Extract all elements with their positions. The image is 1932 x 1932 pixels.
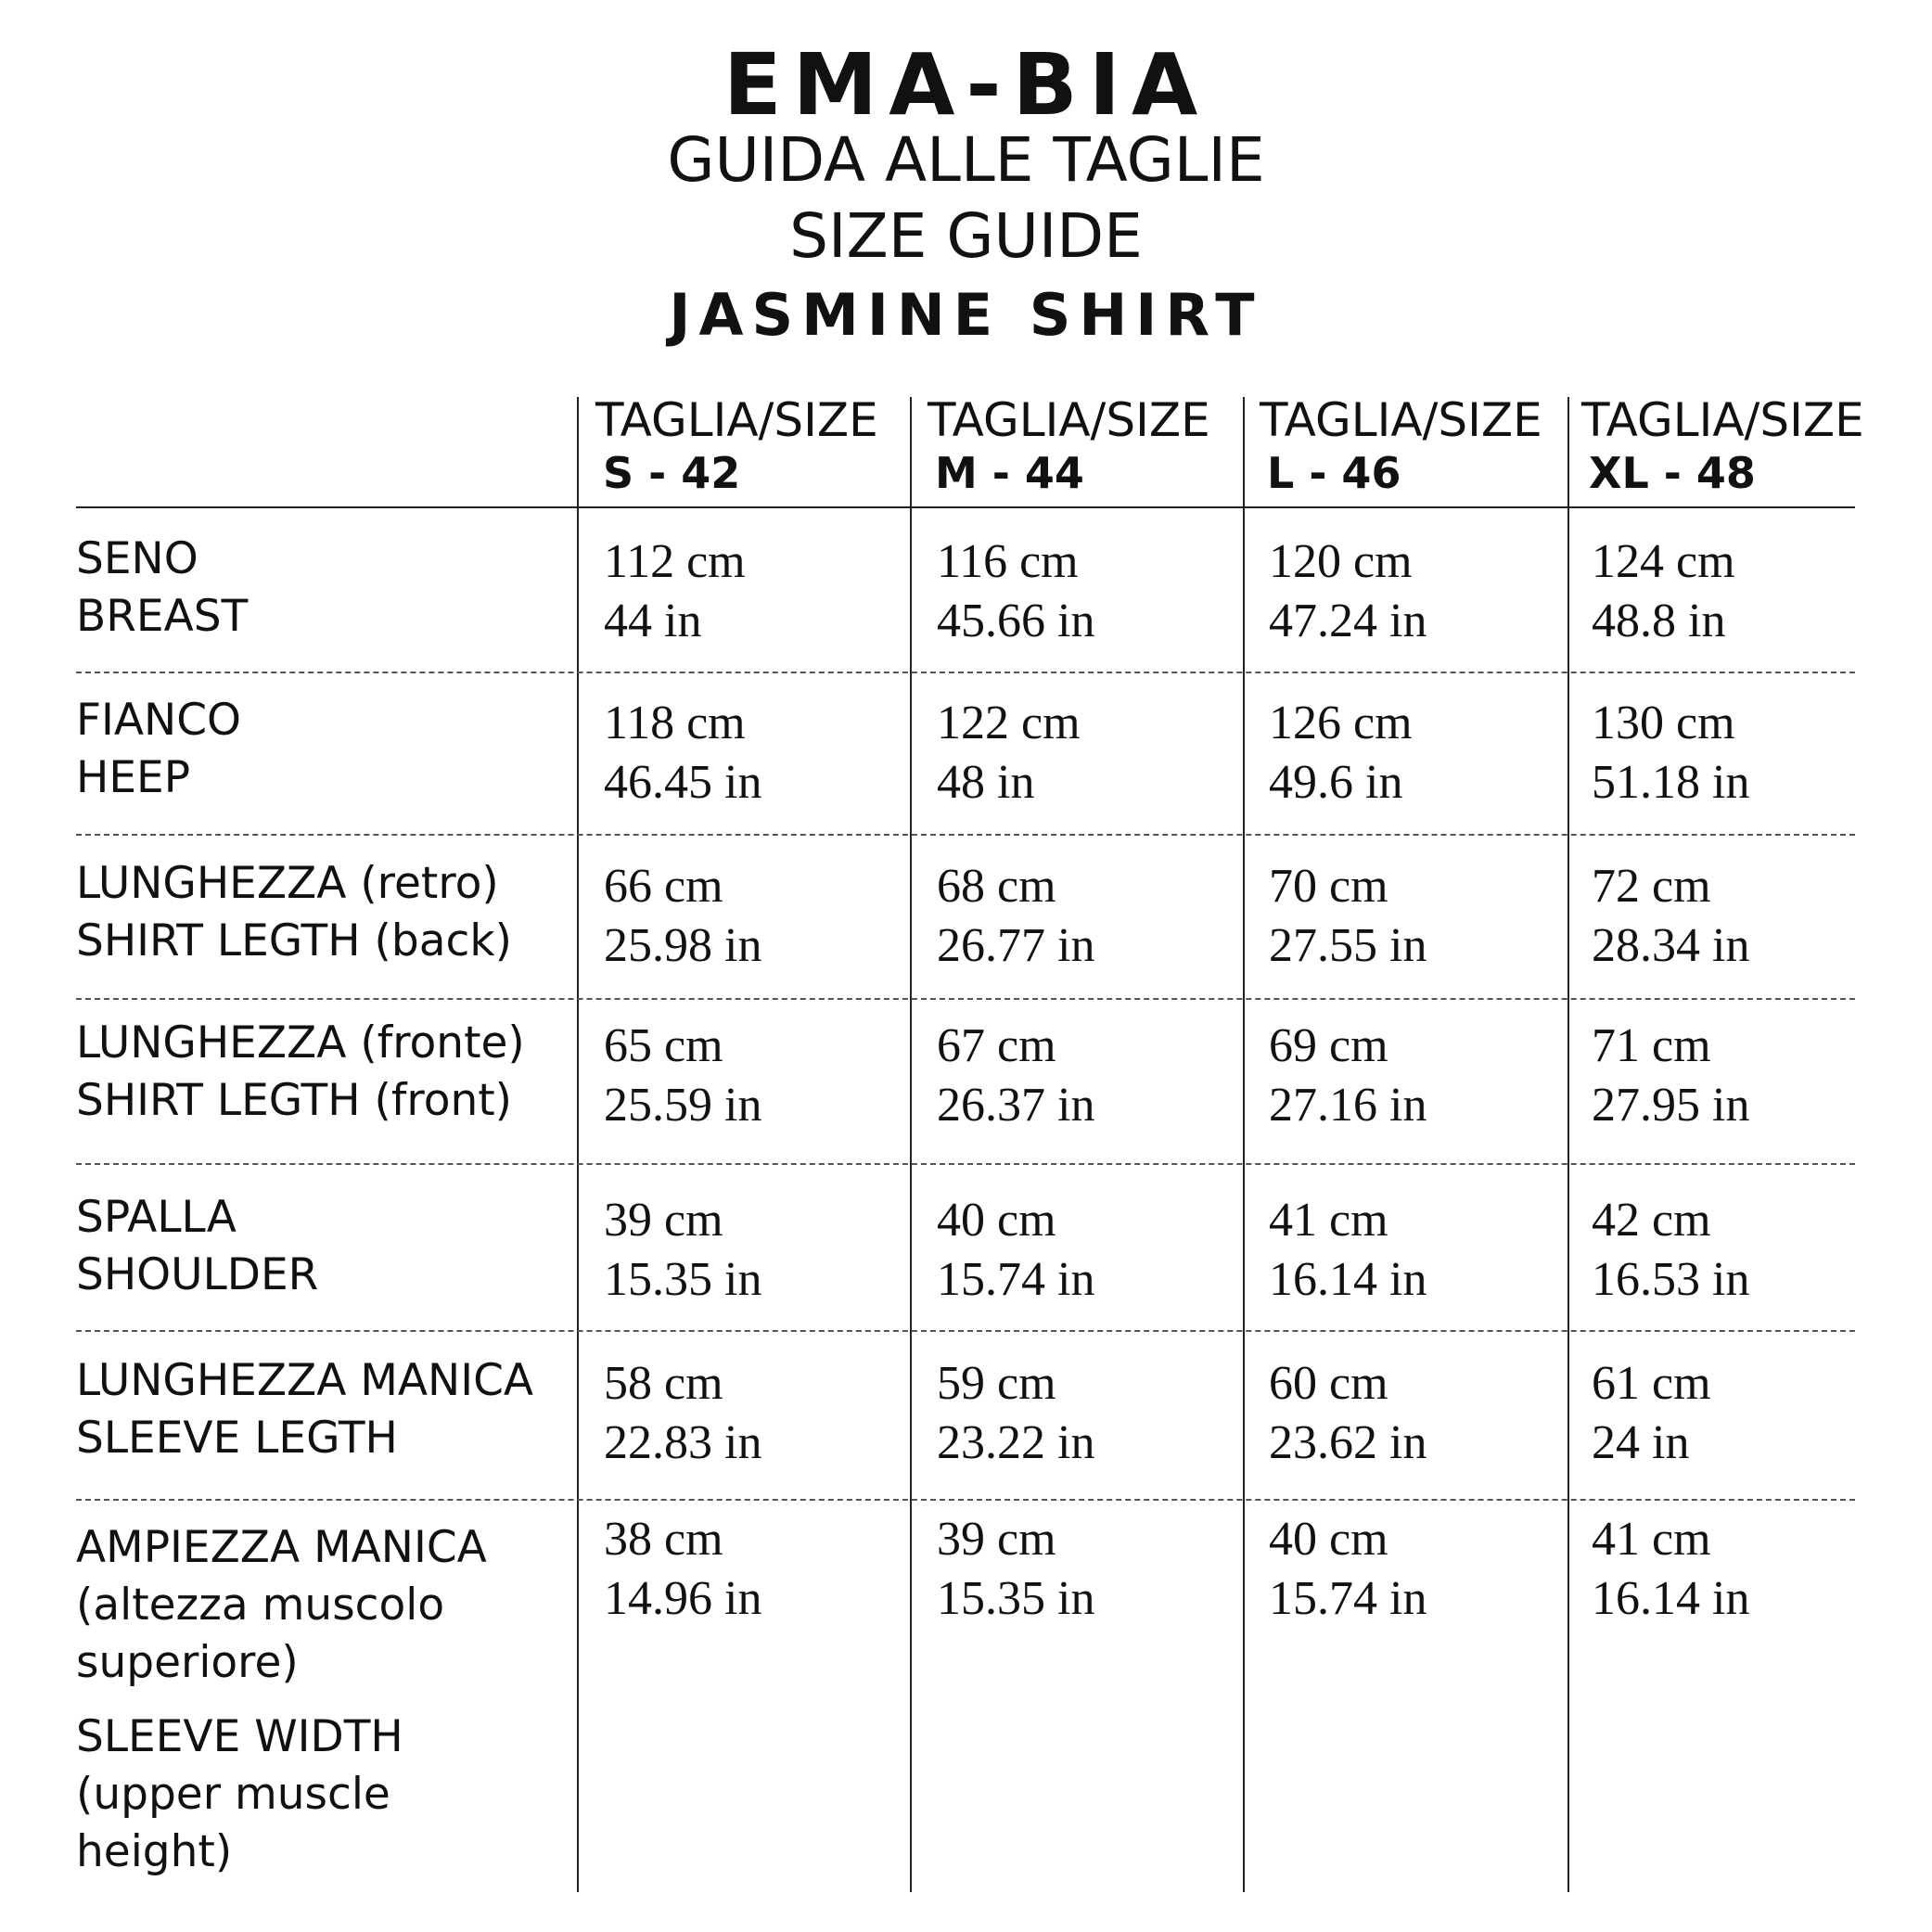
label-line: height) <box>76 1826 233 1877</box>
row-label-shoulder <box>76 1189 577 1304</box>
measure-cell <box>1269 532 1427 651</box>
size-header-m <box>928 393 1210 499</box>
value-cm: 40 cm <box>1269 1513 1388 1566</box>
value-in: 48 in <box>937 756 1035 809</box>
measure-cell <box>604 1354 761 1473</box>
value-in: 27.55 in <box>1269 919 1427 972</box>
value-in: 49.6 in <box>1269 756 1403 809</box>
value-in: 28.34 in <box>1592 919 1750 972</box>
value-cm: 59 cm <box>937 1357 1056 1410</box>
row-divider <box>76 1163 1855 1165</box>
value-in: 26.37 in <box>937 1079 1095 1132</box>
value-in: 14.96 in <box>604 1572 762 1625</box>
measure-cell <box>937 1191 1094 1310</box>
value-cm: 118 cm <box>604 697 746 749</box>
value-in: 16.14 in <box>1269 1253 1427 1306</box>
value-cm: 124 cm <box>1592 535 1735 588</box>
label-line: BREAST <box>76 591 249 642</box>
measure-cell <box>604 857 761 976</box>
size-header-s <box>595 393 878 499</box>
column-divider <box>1567 397 1569 1892</box>
label-line: SENO <box>76 533 198 584</box>
measure-cell <box>937 1354 1094 1473</box>
label-line: SLEEVE WIDTH <box>76 1711 403 1762</box>
size-header-value: M - 44 <box>935 448 1084 498</box>
column-divider <box>1243 397 1245 1892</box>
value-in: 26.77 in <box>937 919 1095 972</box>
measure-cell <box>604 1017 761 1135</box>
measure-cell <box>937 1510 1094 1629</box>
value-in: 47.24 in <box>1269 595 1427 647</box>
value-cm: 66 cm <box>604 860 723 913</box>
column-divider <box>910 397 912 1892</box>
label-line: LUNGHEZZA (retro) <box>76 858 499 909</box>
value-cm: 72 cm <box>1592 860 1711 913</box>
row-divider <box>76 1499 1855 1501</box>
value-in: 25.59 in <box>604 1079 762 1132</box>
value-cm: 120 cm <box>1269 535 1413 588</box>
size-header-value: L - 46 <box>1267 448 1401 498</box>
measure-cell <box>1269 694 1413 812</box>
measure-cell <box>1269 857 1427 976</box>
label-line: SHIRT LEGTH (back) <box>76 915 512 966</box>
row-label-breast <box>76 531 577 646</box>
value-cm: 116 cm <box>937 535 1079 588</box>
row-label-sleeve-width <box>76 1519 577 1881</box>
measure-cell <box>1592 1191 1749 1310</box>
label-line: SPALLA <box>76 1192 237 1243</box>
value-in: 15.35 in <box>937 1572 1095 1625</box>
value-in: 48.8 in <box>1592 595 1726 647</box>
row-divider <box>76 834 1855 836</box>
value-cm: 42 cm <box>1592 1194 1711 1247</box>
label-line: (altezza muscolo <box>76 1580 445 1631</box>
measure-cell <box>1269 1354 1427 1473</box>
value-in: 23.22 in <box>937 1416 1095 1469</box>
measure-cell <box>604 694 761 812</box>
measure-cell <box>1592 694 1749 812</box>
measure-cell <box>937 1017 1094 1135</box>
measure-cell <box>604 532 746 651</box>
value-cm: 67 cm <box>937 1019 1056 1072</box>
value-in: 25.98 in <box>604 919 762 972</box>
value-in: 45.66 in <box>937 595 1095 647</box>
measure-cell <box>937 857 1094 976</box>
row-divider <box>76 1330 1855 1332</box>
value-in: 27.16 in <box>1269 1079 1427 1132</box>
subtitle-english: SIZE GUIDE <box>789 200 1143 272</box>
row-divider <box>76 998 1855 1000</box>
measure-cell <box>1592 857 1749 976</box>
value-cm: 38 cm <box>604 1513 723 1566</box>
size-header-value: S - 42 <box>603 448 741 498</box>
row-divider <box>76 672 1855 673</box>
value-cm: 39 cm <box>937 1513 1056 1566</box>
label-line: superiore) <box>76 1637 299 1688</box>
label-line: AMPIEZZA MANICA <box>76 1522 487 1573</box>
row-label-sleeve-length <box>76 1352 577 1467</box>
value-in: 15.74 in <box>1269 1572 1427 1625</box>
value-cm: 65 cm <box>604 1019 723 1072</box>
label-line: SHOULDER <box>76 1249 319 1300</box>
label-line: SHIRT LEGTH (front) <box>76 1075 513 1126</box>
value-cm: 68 cm <box>937 860 1056 913</box>
measure-cell <box>604 1510 761 1629</box>
value-in: 27.95 in <box>1592 1079 1750 1132</box>
size-header-l <box>1260 393 1542 499</box>
value-cm: 41 cm <box>1269 1194 1388 1247</box>
row-label-length-back <box>76 855 577 970</box>
measure-cell <box>1269 1017 1427 1135</box>
value-cm: 40 cm <box>937 1194 1056 1247</box>
value-cm: 122 cm <box>937 697 1081 749</box>
measure-cell <box>937 532 1094 651</box>
measure-cell <box>604 1191 761 1310</box>
measure-cell <box>1592 1354 1711 1473</box>
measure-cell <box>937 694 1081 812</box>
value-in: 16.14 in <box>1592 1572 1750 1625</box>
label-gap <box>76 1692 577 1708</box>
value-in: 15.35 in <box>604 1253 762 1306</box>
product-title: JASMINE SHIRT <box>669 281 1263 349</box>
label-line: HEEP <box>76 752 191 803</box>
label-line: SLEEVE LEGTH <box>76 1413 398 1464</box>
value-cm: 126 cm <box>1269 697 1413 749</box>
value-cm: 61 cm <box>1592 1357 1711 1410</box>
value-cm: 112 cm <box>604 535 746 588</box>
measure-cell <box>1592 532 1735 651</box>
value-in: 16.53 in <box>1592 1253 1750 1306</box>
value-cm: 70 cm <box>1269 860 1388 913</box>
header-divider <box>76 506 1855 508</box>
brand-title: EMA-BIA <box>723 35 1209 134</box>
row-label-hip <box>76 692 577 807</box>
measure-cell <box>1592 1017 1749 1135</box>
value-in: 24 in <box>1592 1416 1690 1469</box>
measure-cell <box>1269 1510 1427 1629</box>
value-cm: 39 cm <box>604 1194 723 1247</box>
value-cm: 71 cm <box>1592 1019 1711 1072</box>
size-header-xl <box>1581 393 1864 499</box>
value-cm: 130 cm <box>1592 697 1735 749</box>
measure-cell <box>1269 1191 1427 1310</box>
value-in: 15.74 in <box>937 1253 1095 1306</box>
value-in: 46.45 in <box>604 756 762 809</box>
value-cm: 58 cm <box>604 1357 723 1410</box>
value-in: 22.83 in <box>604 1416 762 1469</box>
column-divider <box>577 397 579 1892</box>
size-header-label: TAGLIA/SIZE <box>928 393 1210 447</box>
value-in: 44 in <box>604 595 702 647</box>
label-line: LUNGHEZZA MANICA <box>76 1355 534 1406</box>
size-header-label: TAGLIA/SIZE <box>595 393 878 447</box>
value-in: 23.62 in <box>1269 1416 1427 1469</box>
label-line: LUNGHEZZA (fronte) <box>76 1017 525 1068</box>
size-header-label: TAGLIA/SIZE <box>1581 393 1864 447</box>
label-line: FIANCO <box>76 695 242 746</box>
size-header-label: TAGLIA/SIZE <box>1260 393 1542 447</box>
subtitle-italian: GUIDA ALLE TAGLIE <box>667 124 1265 196</box>
label-line: (upper muscle <box>76 1769 390 1820</box>
row-label-length-front <box>76 1015 577 1130</box>
value-cm: 69 cm <box>1269 1019 1388 1072</box>
value-cm: 60 cm <box>1269 1357 1388 1410</box>
size-header-value: XL - 48 <box>1589 448 1756 498</box>
value-cm: 41 cm <box>1592 1513 1711 1566</box>
measure-cell <box>1592 1510 1749 1629</box>
value-in: 51.18 in <box>1592 756 1750 809</box>
